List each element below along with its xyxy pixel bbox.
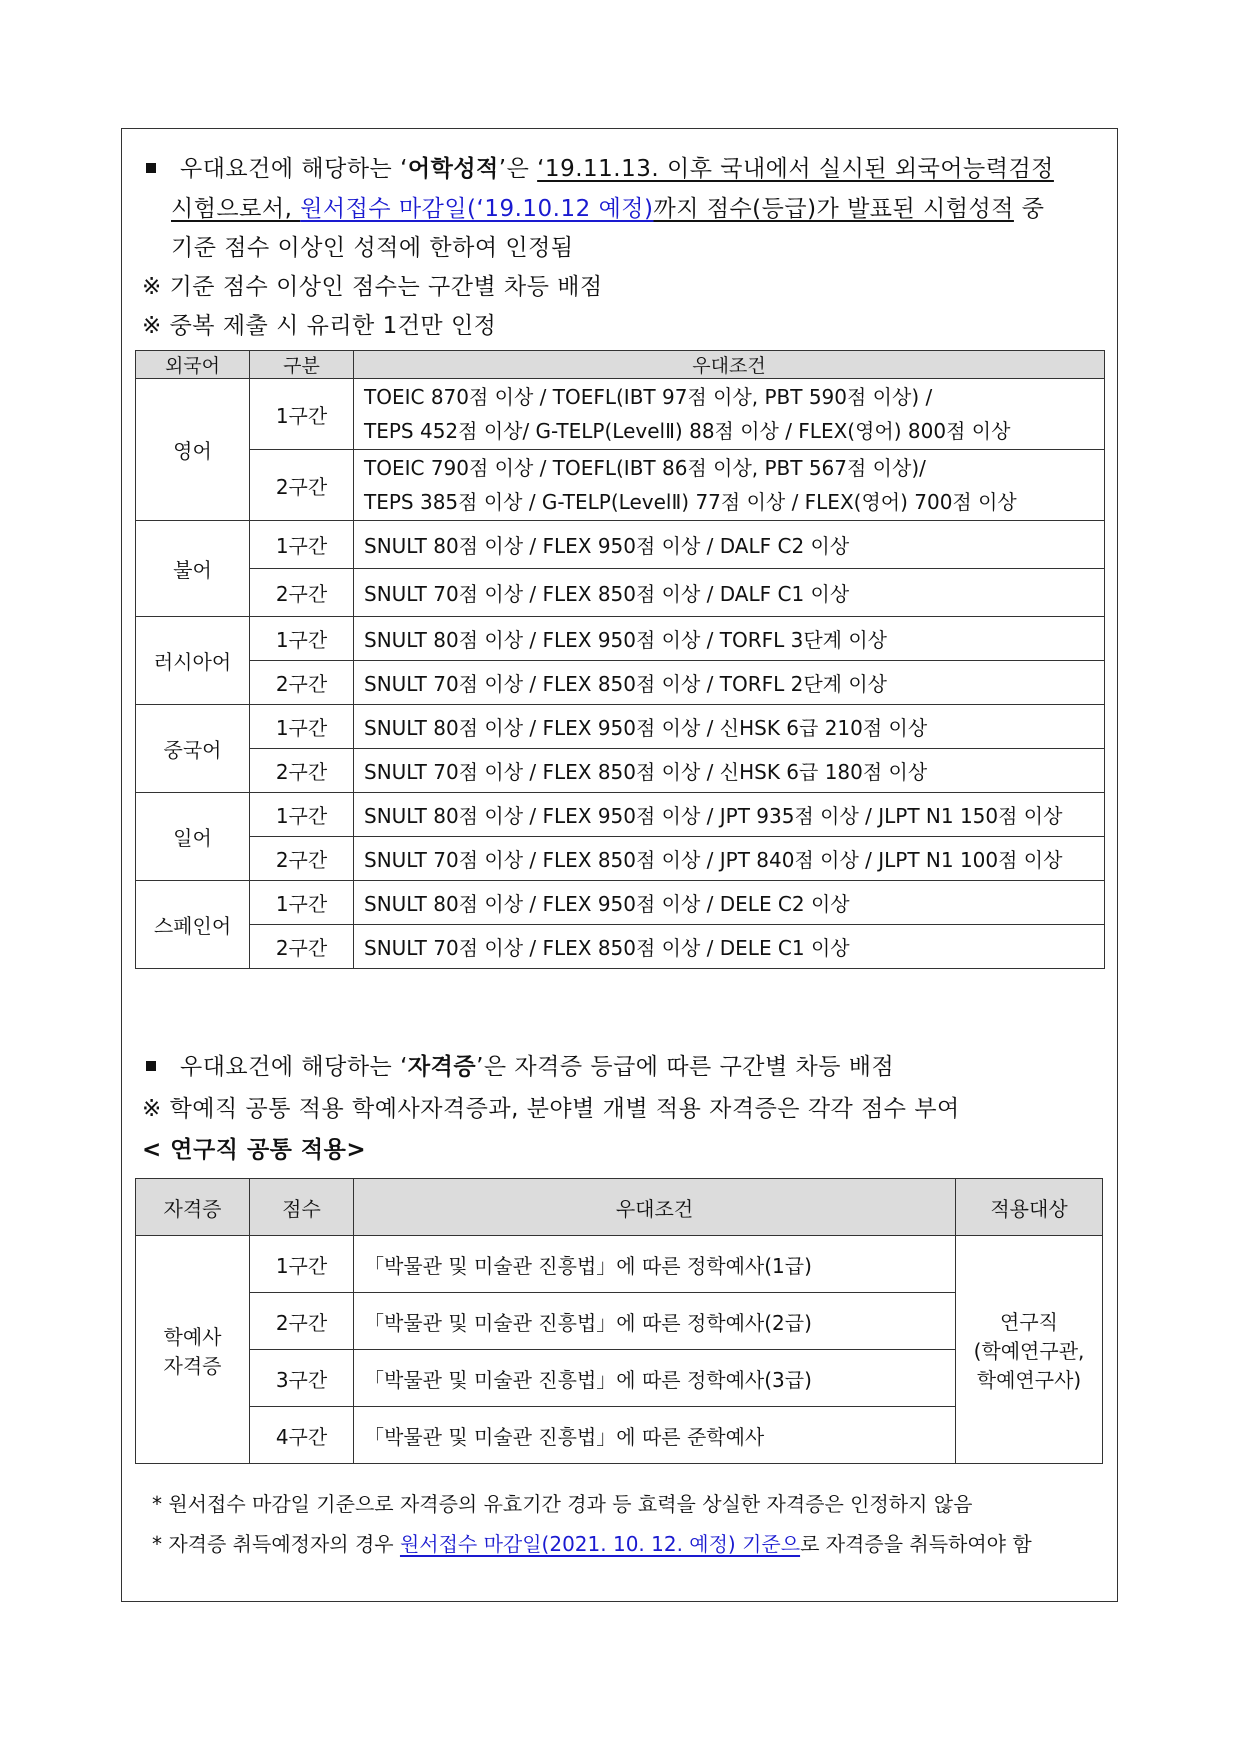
- condition-line: SNULT 70점 이상 / FLEX 850점 이상 / JPT 840점 이상 / JLPT N1 100점 이상: [364, 848, 1063, 872]
- condition-line: SNULT 80점 이상 / FLEX 950점 이상 / 신HSK 6급 210점 이상: [364, 716, 928, 740]
- condition-cell: 「박물관 및 미술관 진흥법」에 따른 정학예사(3급): [354, 1350, 956, 1407]
- tier-cell: 2구간: [250, 925, 354, 969]
- condition-line: SNULT 70점 이상 / FLEX 850점 이상 / TORFL 2단계 이상: [364, 672, 887, 696]
- table-header-row: [136, 1179, 1103, 1236]
- square-bullet-icon: [146, 163, 156, 173]
- tier-cell: 1구간: [250, 881, 354, 925]
- condition-cell: [354, 617, 1105, 661]
- table-row: [136, 749, 1105, 793]
- condition-cell: [354, 450, 1105, 521]
- table-row: [136, 569, 1105, 617]
- intro-note-2: ※ 중복 제출 시 유리한 1건만 인정: [142, 313, 497, 339]
- condition-cell: [354, 925, 1105, 969]
- cert-name-cell: 학예사 자격증: [136, 1236, 250, 1464]
- tier-cell: 2구간: [250, 837, 354, 881]
- tier-cell: 2구간: [250, 450, 354, 521]
- language-cell: 일어: [136, 793, 250, 881]
- condition-cell: [354, 379, 1105, 450]
- intro-line-3: 기준 점수 이상인 성적에 한하여 인정됨: [171, 235, 574, 261]
- table-row: [136, 881, 1105, 925]
- condition-line: SNULT 70점 이상 / FLEX 850점 이상 / 신HSK 6급 180점 이상: [364, 760, 928, 784]
- header-condition: 우대조건: [354, 351, 1105, 379]
- condition-cell: [354, 521, 1105, 569]
- condition-line: TEPS 385점 이상 / G-TELP(LevelⅡ) 77점 이상 / FLEX(영어) 700점 이상: [364, 490, 1017, 514]
- header-tier: 구분: [250, 351, 354, 379]
- table-row: [136, 450, 1105, 521]
- table-row: [136, 837, 1105, 881]
- condition-line: TEPS 452점 이상/ G-TELP(LevelⅡ) 88점 이상 / FLEX(영어) 800점 이상: [364, 419, 1011, 443]
- condition-cell: [354, 749, 1105, 793]
- condition-cell: [354, 881, 1105, 925]
- table-row: [136, 379, 1105, 450]
- language-cell: 스페인어: [136, 881, 250, 969]
- tier-cell: 3구간: [250, 1350, 354, 1407]
- condition-line: SNULT 70점 이상 / FLEX 850점 이상 / DELE C1 이상: [364, 936, 850, 960]
- table-row: [136, 661, 1105, 705]
- header-language: 외국어: [136, 351, 250, 379]
- language-cell: 중국어: [136, 705, 250, 793]
- tier-cell: 1구간: [250, 1236, 354, 1293]
- target-cell: 연구직 (학예연구관, 학예연구사): [956, 1236, 1103, 1464]
- header-target: 적용대상: [956, 1179, 1103, 1236]
- tier-cell: 1구간: [250, 379, 354, 450]
- tier-cell: 4구간: [250, 1407, 354, 1464]
- table-row: [136, 521, 1105, 569]
- condition-line: SNULT 80점 이상 / FLEX 950점 이상 / JPT 935점 이상 / JLPT N1 150점 이상: [364, 804, 1063, 828]
- language-cell: 불어: [136, 521, 250, 617]
- condition-cell: [354, 705, 1105, 749]
- intro-line-1: 우대요건에 해당하는 ‘어학성적’은 ‘19.11.13. 이후 국내에서 실시된 외국어능력검정: [140, 150, 1054, 183]
- condition-line: TOEIC 870점 이상 / TOEFL(IBT 97점 이상, PBT 590점 이상) /: [364, 385, 933, 409]
- condition-cell: 「박물관 및 미술관 진흥법」에 따른 준학예사: [354, 1407, 956, 1464]
- condition-cell: [354, 793, 1105, 837]
- table-row: [136, 793, 1105, 837]
- intro-note-1: ※ 기준 점수 이상인 점수는 구간별 차등 배점: [142, 274, 603, 300]
- table-header-row: [136, 351, 1105, 379]
- condition-line: SNULT 80점 이상 / FLEX 950점 이상 / DELE C2 이상: [364, 892, 850, 916]
- language-cell: 러시아어: [136, 617, 250, 705]
- header-condition: 우대조건: [354, 1179, 956, 1236]
- language-cell: 영어: [136, 379, 250, 521]
- condition-cell: [354, 569, 1105, 617]
- section-title: < 연구직 공통 적용>: [142, 1137, 367, 1163]
- intro-line-2: 시험으로서, 원서접수 마감일(‘19.10.12 예정)까지 점수(등급)가 발표된 시험성적 중: [171, 196, 1045, 222]
- footnote-1: * 원서접수 마감일 기준으로 자격증의 유효기간 경과 등 효력을 상실한 자격증은 인정하지 않음: [152, 1492, 973, 1516]
- table-row: [136, 705, 1105, 749]
- tier-cell: 2구간: [250, 569, 354, 617]
- condition-cell: [354, 837, 1105, 881]
- table-row: [136, 617, 1105, 661]
- language-score-table: [135, 350, 1105, 969]
- tier-cell: 2구간: [250, 1293, 354, 1350]
- tier-cell: 2구간: [250, 749, 354, 793]
- tier-cell: 1구간: [250, 521, 354, 569]
- condition-line: SNULT 80점 이상 / FLEX 950점 이상 / DALF C2 이상: [364, 534, 850, 558]
- square-bullet-icon: [146, 1061, 156, 1071]
- condition-line: TOEIC 790점 이상 / TOEFL(IBT 86점 이상, PBT 567점 이상)/: [364, 456, 926, 480]
- tier-cell: 1구간: [250, 705, 354, 749]
- tier-cell: 2구간: [250, 661, 354, 705]
- cert-note: ※ 학예직 공통 적용 학예사자격증과, 분야별 개별 적용 자격증은 각각 점수 부여: [142, 1096, 960, 1122]
- deadline-link: 원서접수 마감일(‘19.10.12 예정): [300, 196, 654, 222]
- certificate-table: [135, 1178, 1103, 1464]
- condition-cell: 「박물관 및 미술관 진흥법」에 따른 정학예사(2급): [354, 1293, 956, 1350]
- tier-cell: 1구간: [250, 617, 354, 661]
- condition-cell: [354, 661, 1105, 705]
- header-certificate: 자격증: [136, 1179, 250, 1236]
- header-score: 점수: [250, 1179, 354, 1236]
- cert-line-1: 우대요건에 해당하는 ‘자격증’은 자격증 등급에 따른 구간별 차등 배점: [140, 1048, 894, 1081]
- table-row: [136, 925, 1105, 969]
- condition-line: SNULT 80점 이상 / FLEX 950점 이상 / TORFL 3단계 이상: [364, 628, 887, 652]
- condition-line: SNULT 70점 이상 / FLEX 850점 이상 / DALF C1 이상: [364, 582, 850, 606]
- deadline-link: 원서접수 마감일(2021. 10. 12. 예정) 기준으: [399, 1532, 801, 1556]
- tier-cell: 1구간: [250, 793, 354, 837]
- footnote-2: * 자격증 취득예정자의 경우 원서접수 마감일(2021. 10. 12. 예정) 기준으로 자격증을 취득하여야 함: [152, 1532, 1032, 1556]
- condition-cell: 「박물관 및 미술관 진흥법」에 따른 정학예사(1급): [354, 1236, 956, 1293]
- table-row: [136, 1236, 1103, 1293]
